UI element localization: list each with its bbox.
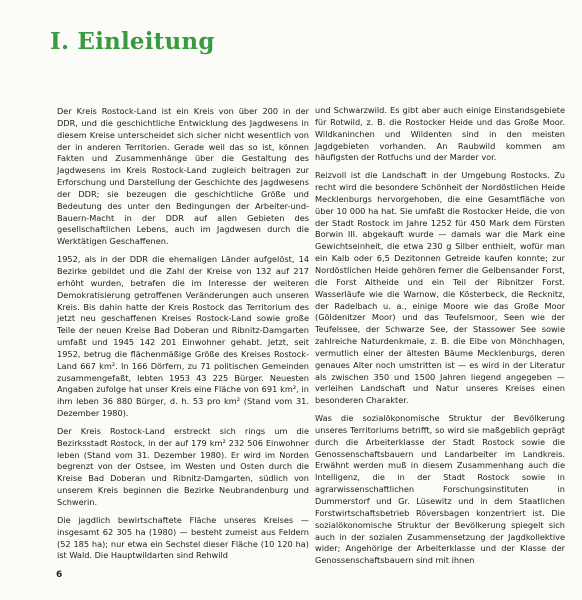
paragraph: Der Kreis Rostock-Land erstreckt sich rings um die Bezirksstadt Rostock, in der auf 179 km² 232 506 Einwohner leben (Stand vom 31. Dezember 1980). Er wird im Norden begrenzt von der Ostsee, im Westen und Osten durch die Kreise Bad Doberan und Ribnitz-Damgarten, südlich von unserem Kreis beginnen die Bezirke Neubrandenburg und Schwerin.: [57, 425, 309, 507]
paragraph: Was die sozialökonomische Struktur der Bevölkerung unseres Territoriums betrifft, so wird sie maßgeblich geprägt durch die Arbeiterklasse der Stadt Rostock sowie die Genossenschaftsbauern und Landarbeiter im Landkreis. Erwähnt werden muß in diesem Zusammenhang auch die Intelligenz, die in der Stadt Rostock sowie in agrarwissenschaftlichen Forschungsinstituten in Dummerstorf und Gr. Lüsewitz und in dem Staatlichen Forstwirtschaftsbetrieb Röversbagen konzentriert ist. Die sozialökonomische Struktur der Bevölkerung spiegelt sich auch in der sozialen Zusammensetzung der Jagdkollektive wider; Angehörige der Arbeiterklasse und der Klasse der Genossenschaftsbauern sind mit ihnen: [315, 413, 565, 566]
paragraph: und Schwarzwild. Es gibt aber auch einige Einstandsgebiete für Rotwild, z. B. die Rostocker Heide und das Große Moor. Wildkaninchen und Wildenten sind in den meisten Jagdgebieten vorhanden. An Raubwild kommen am häufigsten der Rotfuchs und der Marder vor.: [315, 105, 565, 163]
left-column: [57, 106, 309, 568]
chapter-heading: I. Einleitung: [50, 28, 215, 55]
paragraph: Reizvoll ist die Landschaft in der Umgebung Rostocks. Zu recht wird die besondere Schönheit der Nordöstlichen Heide Mecklenburgs hervorgehoben, die eine Gesamtfläche von über 10 000 ha hat. Sie umfaßt die Rostocker Heide, die von der Stadt Rostock im Jahre 1252 für 450 Mark dem Fürsten Borwin III. abgekauft wurde — damals war die Mark eine Gewichtseinheit, die etwa 230 g Silber enthielt, wofür man ein Kalb oder 6,5 Dezitonnen Getreide kaufen konnte; zur Nordöstlichen Heide gehören ferner die Gelbensander Forst, die Forst Altheide und ein Teil der Ribnitzer Forst. Wasserläufe wie die Warnow, die Kösterbeck, die Recknitz, der Radelbach u. a., einige Moore wie das Große Moor (Göldenitzer Moor) und das Teufelsmoor, Seen wie der Teufelssee, der Schwarze See, der Stassower See sowie zahlreiche Naturdenkmale, z. B. die Eibe von Mönchhagen, vermutlich einer der ältesten Bäume Mecklenburgs, deren genaues Alter noch umstritten ist — es wird in der Literatur als zwischen 350 und 1500 Jahren liegend angegeben — verleihen Landschaft und Natur unseres Kreises einen besonderen Charakter.: [315, 170, 565, 406]
page-number: 6: [56, 570, 63, 580]
paragraph: 1952, als in der DDR die ehemaligen Länder aufgelöst, 14 Bezirke gebildet und die Zahl der Kreise von 132 auf 217 erhöht wurden, betrafen die im Interesse der weiteren Demokratisierung getroffenen Veränderungen auch unseren Kreis. Bis dahin hatte der Kreis Rostock das Territorium des jetzt neu geschaffenen Kreises Rostock-Land sowie große Teile der neuen Kreise Bad Doberan und Ribnitz-Damgarten umfaßt und 1945 142 201 Einwohner gehabt. Jetzt, seit 1952, betrug die flächenmäßige Größe des Kreises Rostock-Land 667 km². In 166 Dörfern, zu 71 politischen Gemeinden zusammengefaßt, lebten 1953 43 225 Bürger. Neuesten Angaben zufolge hat unser Kreis eine Fläche von 691 km², in ihm leben 36 880 Bürger, d. h. 53 pro km² (Stand vom 31. Dezember 1980).: [57, 254, 309, 419]
paragraph: Die jagdlich bewirtschaftete Fläche unseres Kreises — insgesamt 62 305 ha (1980) — besteht zumeist aus Feldern (52 185 ha); nur etwa ein Sechstel dieser Fläche (10 120 ha) ist Wald. Die Hauptwildarten sind Rehwild: [57, 514, 309, 561]
paragraph: Der Kreis Rostock-Land ist ein Kreis von über 200 in der DDR, und die geschichtliche Entwicklung des Jagdwesens in diesem Kreise unterscheidet sich sicher nicht wesentlich von der in anderen Territorien. Gerade weil das so ist, können Fakten und Zusammenhänge über die Gestaltung des Jagdwesens im Kreis Rostock-Land zugleich beitragen zur Erforschung und Darstellung der Geschichte des Jagdwesens der DDR; sie bezeugen die geschichtliche Größe und Bedeutung des unter den Bedingungen der Arbeiter-und-Bauern-Macht in der DDR auf allen Gebieten des gesellschaftlichen Lebens, auch im Jagdwesen durch die Werktätigen Geschaffenen.: [57, 106, 309, 247]
right-column: [315, 105, 565, 573]
